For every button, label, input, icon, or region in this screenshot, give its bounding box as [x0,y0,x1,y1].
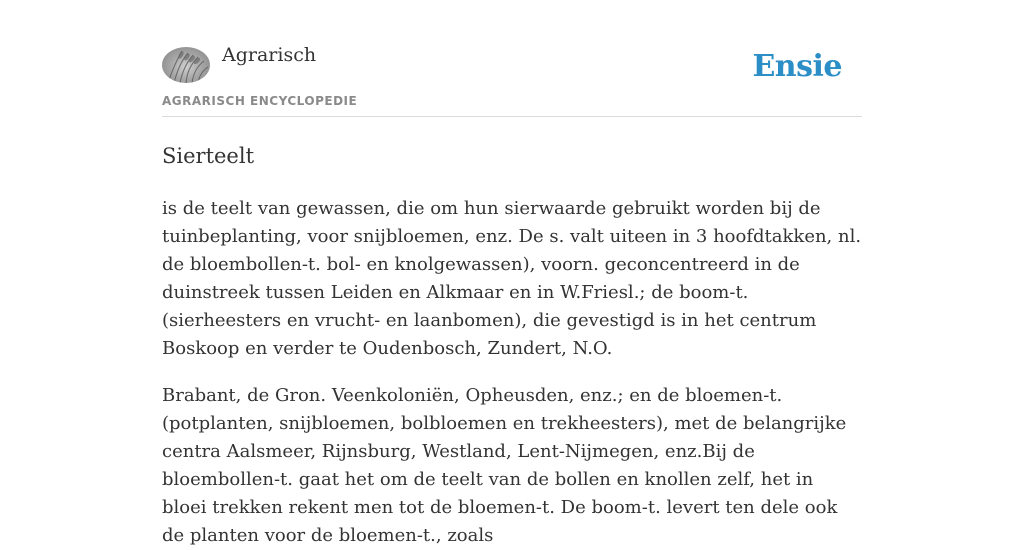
article-paragraph-1: is de teelt van gewassen, die om hun sierwaarde gebruikt worden bij de tuinbeplanting, voor snijbloemen, enz. De s. valt uiteen in 3 hoofdtakken, nl. de bloembollen-t. bol- en knolgewassen), voorn. geconcentreerd in de duinstreek tussen Leiden en Alkmaar en in W.Friesl.; de boom-t. (sierheesters en vrucht- en laanbomen), die gevestigd is in het centrum Boskoop en verder te Oudenbosch, Zundert, N.O. [162,198,862,359]
article-paragraph-2: Brabant, de Gron. Veenkoloniën, Opheusden, enz.; en de bloemen-t. (potplanten, snijbloemen, bolbloemen en trekheesters), met de belangrijke centra Aalsmeer, Rijnsburg, Westland, Lent-Nijmegen, enz.Bij de bloembollen-t. gaat het om de teelt van de bollen en knollen zelf, het in bloei trekken rekent men tot de bloemen-t. De boom-t. levert ten dele ook de planten voor de bloemen-t., zoals [162,385,847,546]
article-title: Sierteelt [162,144,255,168]
site-header [162,0,862,117]
page-container [162,0,862,550]
site-name[interactable]: Agrarisch [222,44,317,66]
encyclopedia-subtitle[interactable]: AGRARISCH ENCYCLOPEDIE [162,94,358,108]
ensie-logo-link[interactable]: Ensie [752,49,842,84]
wheat-image-icon[interactable] [162,47,210,83]
